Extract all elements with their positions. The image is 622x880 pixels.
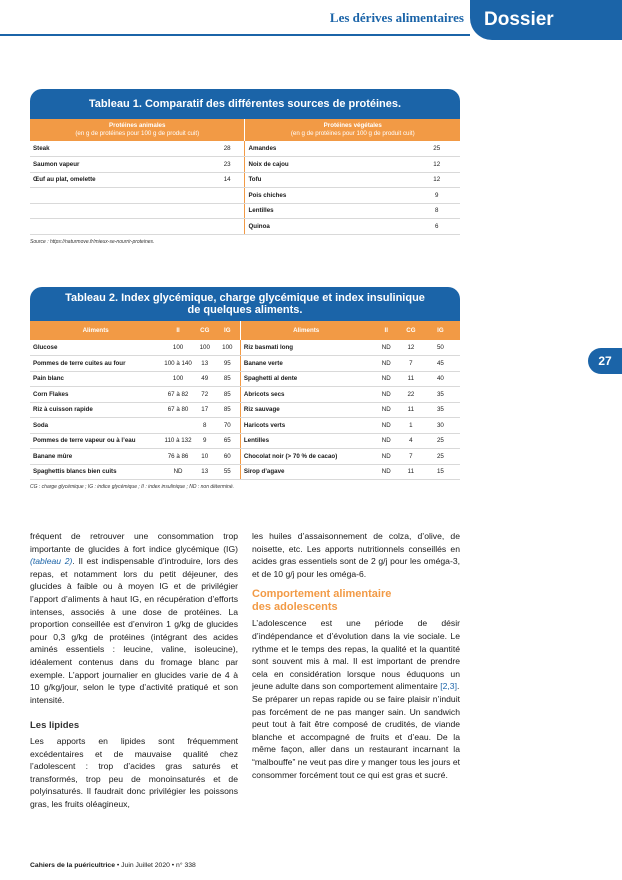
- table-cell: 95: [215, 356, 241, 372]
- paragraph-glucides: [30, 530, 238, 706]
- heading-comportement: [252, 588, 460, 614]
- table-cell: 23: [210, 157, 245, 173]
- table-1-header-vegetal: [245, 119, 460, 141]
- table-cell: 67 à 82: [161, 387, 195, 403]
- table-cell: 10: [195, 449, 215, 465]
- heading-comportement-line1: Comportement alimentaire: [252, 588, 392, 601]
- table-cell: 6: [413, 219, 460, 235]
- table-cell: ND: [371, 449, 401, 465]
- table-cell: 40: [421, 371, 460, 387]
- table-cell: Glucose: [30, 340, 161, 356]
- table-header-cell: IG: [421, 321, 460, 340]
- table-1-header-animal: [30, 119, 245, 141]
- table-cell: ND: [371, 464, 401, 480]
- table-row: [30, 157, 460, 173]
- table-cell: Lentilles: [245, 203, 414, 219]
- header-vegetal-sub: (en g de protéines pour 100 g de produit cuit): [290, 130, 415, 137]
- table-cell: 12: [413, 172, 460, 188]
- table-cell: Saumon vapeur: [30, 157, 210, 173]
- citation-reference[interactable]: [2,3]: [440, 681, 457, 692]
- table-2: [30, 287, 460, 490]
- table-cell: Spaghettis blancs bien cuits: [30, 464, 161, 480]
- table-cell: 85: [215, 371, 241, 387]
- table-cell: 28: [210, 141, 245, 157]
- table-cell: 13: [195, 464, 215, 480]
- section-title: Les dérives alimentaires: [329, 10, 464, 25]
- footer-journal: Cahiers de la puéricultrice: [30, 862, 115, 869]
- table-cell: 8: [195, 418, 215, 434]
- table-cell: 100 à 140: [161, 356, 195, 372]
- table-cell: Quinoa: [245, 219, 414, 235]
- table-row: [30, 356, 460, 372]
- table-1: [30, 89, 460, 245]
- table-cell: 13: [195, 356, 215, 372]
- table-cell: [161, 418, 195, 434]
- heading-comportement-line2: des adolescents: [252, 601, 338, 614]
- table-cell: Tofu: [245, 172, 414, 188]
- table-cell: Riz basmati long: [240, 340, 371, 356]
- header-rule: [0, 34, 470, 36]
- table-cell: 35: [421, 387, 460, 403]
- table-cell: [30, 188, 210, 204]
- table-cell: Pain blanc: [30, 371, 161, 387]
- table-cell: 110 à 132: [161, 433, 195, 449]
- table-row: [30, 371, 460, 387]
- table-cell: Pommes de terre cuites au four: [30, 356, 161, 372]
- table-cell: Chocolat noir (> 70 % de cacao): [240, 449, 371, 465]
- table-header-cell: CG: [195, 321, 215, 340]
- table-cell: Pois chiches: [245, 188, 414, 204]
- table-cell: Pommes de terre vapeur ou à l’eau: [30, 433, 161, 449]
- table-cell: Spaghetti al dente: [240, 371, 371, 387]
- table-cell: [210, 219, 245, 235]
- right-column: [252, 530, 460, 781]
- table-cell: 72: [195, 387, 215, 403]
- table-cell: 4: [401, 433, 421, 449]
- table-cell: Abricots secs: [240, 387, 371, 403]
- table-cell: ND: [371, 402, 401, 418]
- table-cell: ND: [371, 433, 401, 449]
- paragraph-repas: Se préparer un repas rapide ou se faire plaisir n’induit pas forcément de ne pas manger sain. Un sandwich peut tout à fait être composé de crudités, de viande blanche et accompagné de fruits et d’eau. De la même façon, aller dans un restaurant incarnant la “malbouffe” ne veut pas dire y manger tous les jours et consommer forcément tout ce qui est gras et sucré.: [252, 693, 460, 780]
- table-cell: ND: [371, 371, 401, 387]
- glucides-text-a: fréquent de retrouver une consommation trop importante de glucides à fort indice glycémique (IG): [30, 531, 238, 554]
- table-header-cell: II: [161, 321, 195, 340]
- header-animal-sub: (en g de protéines pour 100 g de produit cuit): [75, 130, 200, 137]
- table-2-grid: [30, 321, 460, 480]
- heading-lipides: Les lipides: [30, 720, 80, 732]
- table-header-cell: II: [371, 321, 401, 340]
- table-cell: 60: [215, 449, 241, 465]
- table-row: [30, 418, 460, 434]
- table-row: [30, 188, 460, 204]
- table-cell: 9: [413, 188, 460, 204]
- dossier-tab: Dossier: [470, 0, 622, 40]
- header-vegetal-label: Protéines végétales: [323, 122, 382, 129]
- table-row: [30, 433, 460, 449]
- table-cell: 100: [161, 340, 195, 356]
- page-number-badge: 27: [588, 348, 622, 374]
- table-row: [30, 387, 460, 403]
- table-cell: Riz à cuisson rapide: [30, 402, 161, 418]
- table-cell: 15: [421, 464, 460, 480]
- table-header-cell: CG: [401, 321, 421, 340]
- table-cell: [30, 203, 210, 219]
- table-cell: Steak: [30, 141, 210, 157]
- table-cell: Haricots verts: [240, 418, 371, 434]
- table-cell: 100: [195, 340, 215, 356]
- paragraph-huiles: les huiles d’assaisonnement de colza, d’olive, de noisette, etc. Les apports nutritionnels conseillés en acides gras essentiels sont de 2 g/j pour les oméga-3, et de 10 g/j pour les oméga-6.: [252, 531, 460, 579]
- table-cell: 70: [215, 418, 241, 434]
- adolescence-text-a: L’adolescence est une période de désir d’indépendance et d’évolution dans la vie sociale. Le rythme et le temps des repas, la qualité et la quantité sont souvent mis à mal. Il est important de prendre cela en considération lorsque nous éduquons un jeune adulte dans son comportement alimentaire: [252, 618, 460, 692]
- table-row: [30, 141, 460, 157]
- table-cell: 85: [215, 387, 241, 403]
- table-cell: 49: [195, 371, 215, 387]
- table-cell: [30, 219, 210, 235]
- table-cell: 30: [421, 418, 460, 434]
- table-row: [30, 203, 460, 219]
- table-cell: Riz sauvage: [240, 402, 371, 418]
- page-footer: [30, 862, 196, 869]
- table-cell: 50: [421, 340, 460, 356]
- footer-issue: • Juin Juillet 2020 • n° 338: [115, 862, 196, 869]
- table-2-title-line1: Tableau 2. Index glycémique, charge glycémique et index insulinique: [65, 292, 425, 304]
- table-cell: 35: [421, 402, 460, 418]
- glucides-text-b: . Il est indispensable d’introduire, lors des repas, et notamment lors du petit déjeuner, des glucides à faible ou à moyen IG et de privilégier l’apport d’aliments à haut IG, en récupération d’efforts intenses, associés à une dose de protéines. La proportion conseillée est d’environ 1 g/kg de glucides pour 0,3 g/kg de protéines (intégrant des acides aminés essentiels : leucine, valine, isoleucine), idéalement contenus dans du fromage blanc par exemple. L’apport journalier en glucides varie de 4 à 10 g/kg/jour, selon le type d’activité pratiqué et son intensité.: [30, 556, 239, 705]
- header-animal-label: Protéines animales: [109, 122, 166, 129]
- table-cell: 100: [215, 340, 241, 356]
- table-cell: 14: [210, 172, 245, 188]
- table-1-grid: [30, 119, 460, 235]
- table-cell: 65: [215, 433, 241, 449]
- table-cell: 1: [401, 418, 421, 434]
- table-2-reference[interactable]: (tableau 2): [30, 556, 73, 567]
- table-cell: ND: [371, 356, 401, 372]
- table-cell: 17: [195, 402, 215, 418]
- table-cell: 76 à 86: [161, 449, 195, 465]
- table-2-title-line2: de quelques aliments.: [187, 304, 303, 316]
- table-cell: 45: [421, 356, 460, 372]
- table-cell: Lentilles: [240, 433, 371, 449]
- table-cell: 100: [161, 371, 195, 387]
- table-cell: 7: [401, 356, 421, 372]
- table-cell: 8: [413, 203, 460, 219]
- table-cell: 22: [401, 387, 421, 403]
- table-2-note: CG : charge glycémique ; IG : indice glycémique ; II : index insulinique ; ND : non déterminé.: [30, 484, 234, 490]
- table-row: [30, 340, 460, 356]
- table-cell: [210, 203, 245, 219]
- table-header-cell: IG: [215, 321, 241, 340]
- table-cell: 12: [413, 157, 460, 173]
- adolescence-text-b: .: [456, 681, 460, 692]
- table-cell: Noix de cajou: [245, 157, 414, 173]
- table-1-title: Tableau 1. Comparatif des différentes sources de protéines.: [30, 89, 460, 119]
- table-cell: ND: [371, 418, 401, 434]
- table-row: [30, 172, 460, 188]
- table-cell: 25: [421, 449, 460, 465]
- left-column: [30, 530, 238, 810]
- table-header-cell: Aliments: [240, 321, 371, 340]
- paragraph-lipides: Les apports en lipides sont fréquemment excédentaires et de mauvaise qualité chez l’adolescent : trop d’acides gras saturés et transformés, trop peu de monoinsaturés et de polyinsaturés. Il faudrait donc privilégier les poissons gras, les fruits oléagineux,: [30, 735, 238, 809]
- table-cell: Œuf au plat, omelette: [30, 172, 210, 188]
- table-cell: [210, 188, 245, 204]
- table-cell: 9: [195, 433, 215, 449]
- table-cell: 25: [413, 141, 460, 157]
- table-2-title: [30, 287, 460, 321]
- table-cell: 7: [401, 449, 421, 465]
- table-row: [30, 402, 460, 418]
- table-header-cell: Aliments: [30, 321, 161, 340]
- table-cell: 11: [401, 371, 421, 387]
- table-cell: 25: [421, 433, 460, 449]
- table-cell: Corn Flakes: [30, 387, 161, 403]
- table-cell: ND: [371, 387, 401, 403]
- table-cell: 67 à 80: [161, 402, 195, 418]
- paragraph-adolescence: [252, 617, 460, 693]
- table-cell: ND: [161, 464, 195, 480]
- table-1-source: Source : https://naturmove.fr/mieux-se-nourrir-proteines.: [30, 238, 155, 245]
- table-cell: 55: [215, 464, 241, 480]
- table-cell: 85: [215, 402, 241, 418]
- table-cell: 11: [401, 464, 421, 480]
- table-cell: 12: [401, 340, 421, 356]
- table-cell: ND: [371, 340, 401, 356]
- table-cell: Amandes: [245, 141, 414, 157]
- table-cell: 11: [401, 402, 421, 418]
- table-row: [30, 449, 460, 465]
- table-cell: Soda: [30, 418, 161, 434]
- table-cell: Sirop d’agave: [240, 464, 371, 480]
- table-cell: Banane mûre: [30, 449, 161, 465]
- table-row: [30, 464, 460, 480]
- table-cell: Banane verte: [240, 356, 371, 372]
- table-row: [30, 219, 460, 235]
